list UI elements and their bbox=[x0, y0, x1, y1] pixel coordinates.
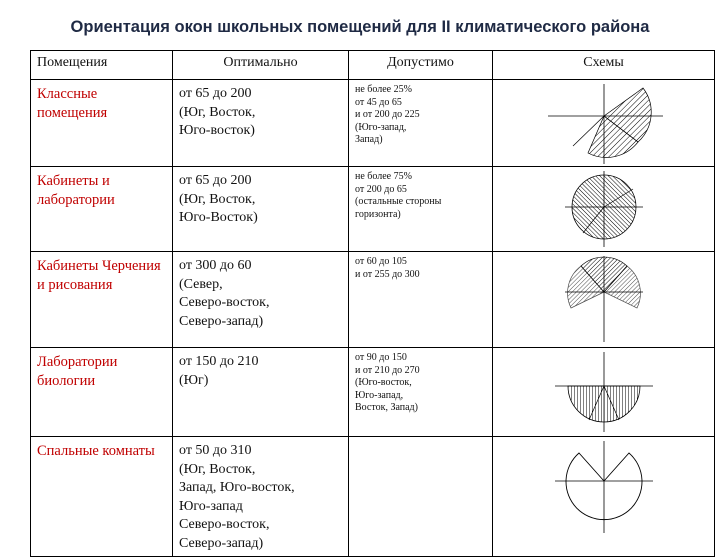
table-row bbox=[31, 437, 715, 557]
scheme-cell bbox=[493, 437, 715, 557]
allowed-line: от 90 до 150 bbox=[355, 352, 407, 363]
header-optimal: Оптимально bbox=[173, 51, 349, 80]
table-row bbox=[31, 167, 715, 252]
orientation-scheme-diagram bbox=[493, 80, 715, 166]
allowed-line: Юго-запад, bbox=[355, 389, 404, 401]
optimal-cell bbox=[173, 167, 349, 252]
allowed-cell bbox=[349, 167, 493, 252]
optimal-line: Запад, Юго-восток, bbox=[179, 480, 295, 495]
orientation-scheme-diagram bbox=[493, 167, 715, 251]
orientation-scheme-diagram bbox=[493, 252, 715, 347]
optimal-cell bbox=[173, 80, 349, 167]
allowed-line: горизонта) bbox=[355, 208, 401, 220]
scheme-cell bbox=[493, 167, 715, 252]
allowed-line: (Юго-запад, bbox=[355, 121, 407, 133]
optimal-line: (Юг, Восток, bbox=[179, 191, 256, 207]
room-name: Спальные комнаты bbox=[31, 437, 173, 557]
allowed-line: и от 200 до 225 bbox=[355, 109, 420, 120]
optimal-line: (Юг, Восток, bbox=[179, 104, 256, 120]
optimal-cell bbox=[173, 437, 349, 557]
table-row bbox=[31, 252, 715, 348]
allowed-line: Восток, Запад) bbox=[355, 402, 418, 413]
optimal-line: от 65 до 200 bbox=[179, 86, 252, 101]
optimal-line: от 150 до 210 bbox=[179, 354, 259, 369]
allowed-line: и от 255 до 300 bbox=[355, 268, 420, 280]
optimal-line: Юго-восток) bbox=[179, 123, 255, 138]
header-allowed: Допустимо bbox=[349, 51, 493, 80]
allowed-line: и от 210 до 270 bbox=[355, 364, 420, 376]
orientation-scheme-diagram bbox=[493, 348, 715, 436]
orientation-scheme-diagram bbox=[493, 437, 715, 537]
allowed-cell bbox=[349, 80, 493, 167]
scheme-cell bbox=[493, 348, 715, 437]
optimal-line: от 50 до 310 bbox=[179, 443, 252, 458]
room-name: Кабинеты и лаборатории bbox=[31, 167, 173, 252]
table-row bbox=[31, 348, 715, 437]
allowed-line: от 60 до 105 bbox=[355, 256, 407, 267]
scheme-cell bbox=[493, 80, 715, 167]
allowed-line: не более 25% bbox=[355, 84, 412, 95]
allowed-cell bbox=[349, 437, 493, 557]
header-schemes: Схемы bbox=[493, 51, 715, 80]
orientation-table bbox=[30, 50, 715, 557]
optimal-line: Северо-запад) bbox=[179, 535, 264, 551]
optimal-cell bbox=[173, 348, 349, 437]
optimal-line: (Юг, Восток, bbox=[179, 461, 256, 477]
optimal-line: (Юг) bbox=[179, 372, 209, 388]
scheme-cell bbox=[493, 252, 715, 348]
allowed-line: от 200 до 65 bbox=[355, 183, 407, 195]
optimal-line: Юго-запад bbox=[179, 498, 243, 514]
optimal-line: Северо-запад) bbox=[179, 313, 264, 329]
optimal-line: (Север, bbox=[179, 276, 223, 292]
allowed-cell bbox=[349, 252, 493, 348]
page-title: Ориентация окон школьных помещений для II климатического района bbox=[70, 18, 650, 36]
allowed-line: от 45 до 65 bbox=[355, 96, 402, 108]
table-row bbox=[31, 80, 715, 167]
room-name: Лаборатории биологии bbox=[31, 348, 173, 437]
allowed-line: Запад) bbox=[355, 134, 383, 145]
optimal-line: Северо-восток, bbox=[179, 517, 270, 532]
optimal-line: Юго-Восток) bbox=[179, 210, 258, 225]
allowed-line: (остальные стороны bbox=[355, 196, 442, 207]
allowed-cell bbox=[349, 348, 493, 437]
room-name: Классные помещения bbox=[31, 80, 173, 167]
allowed-line: не более 75% bbox=[355, 171, 412, 182]
header-rooms: Помещения bbox=[31, 51, 173, 80]
optimal-line: Северо-восток, bbox=[179, 295, 270, 310]
optimal-cell bbox=[173, 252, 349, 348]
optimal-line: от 65 до 200 bbox=[179, 173, 252, 188]
room-name: Кабинеты Черчения и рисования bbox=[31, 252, 173, 348]
allowed-line: (Юго-восток, bbox=[355, 377, 412, 388]
optimal-line: от 300 до 60 bbox=[179, 258, 252, 273]
table-header-row bbox=[31, 51, 715, 80]
